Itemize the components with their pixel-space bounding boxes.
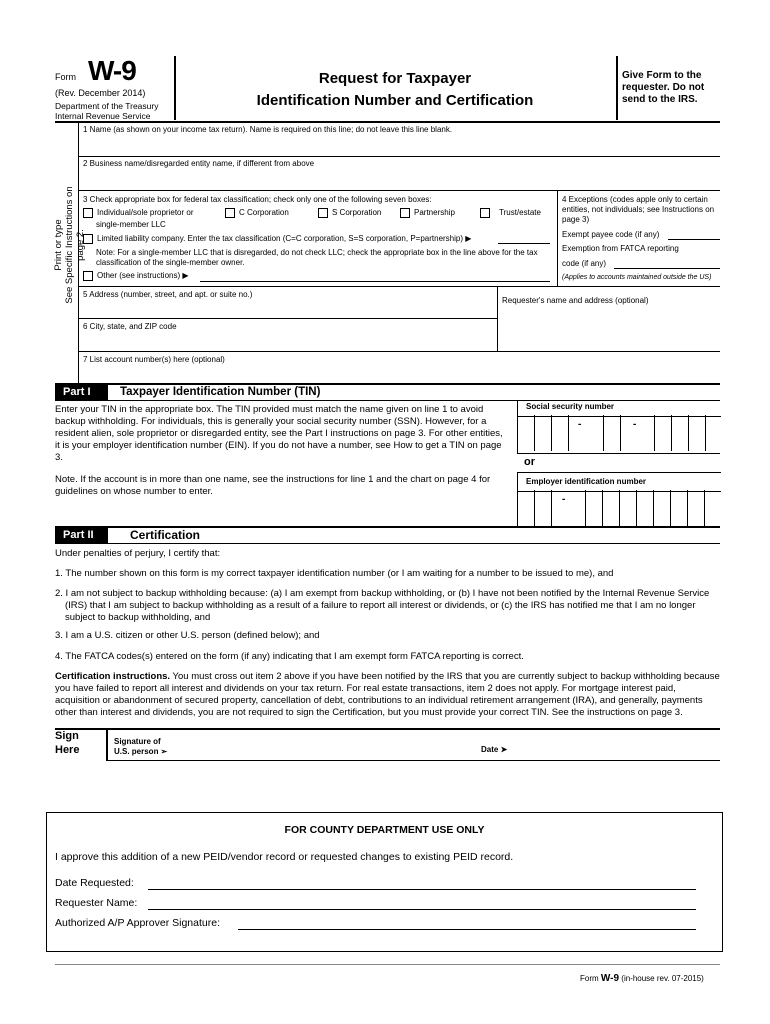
part1-note: Note. If the account is in more than one name, see the instructions for line 1 and the chart on page 4 for guidelines on whose number to enter. [55, 474, 491, 497]
ssn-dash: - [633, 419, 637, 430]
signature-label: Signature of U.S. person ➢ [114, 737, 168, 756]
applies-note: (Applies to accounts maintained outside the US) [562, 274, 712, 281]
date-label: Date ➤ [481, 745, 508, 754]
ssn-dash: - [578, 419, 582, 430]
signature-field[interactable] [190, 740, 470, 758]
department: Department of the Treasury [55, 101, 159, 111]
address-field[interactable] [80, 300, 495, 316]
checkbox-c-corp[interactable]: C Corporation [225, 208, 289, 218]
county-title: FOR COUNTY DEPARTMENT USE ONLY [284, 824, 485, 836]
single-member-label: single-member LLC [96, 220, 166, 229]
city-field[interactable] [80, 332, 495, 348]
checkbox-s-corp[interactable]: S Corporation [318, 208, 381, 218]
code-if-any-label: code (if any) [562, 259, 607, 268]
date-field[interactable] [515, 740, 715, 758]
line1-label: 1 Name (as shown on your income tax return). Name is required on this line; do not leave this line blank. [83, 125, 453, 134]
checkbox[interactable] [83, 208, 93, 218]
line6-label: 6 City, state, and ZIP code [83, 322, 177, 331]
name-field[interactable] [80, 136, 720, 154]
part2-intro: Under penalties of perjury, I certify that: [55, 548, 221, 559]
cert-item4: 4. The FATCA codes(s) entered on the form (if any) indicating that I am exempt form FATCA reporting is correct. [55, 651, 524, 662]
checkbox[interactable] [318, 208, 328, 218]
exempt-payee-label: Exempt payee code (if any) [562, 230, 660, 239]
requester-name-label: Requester Name: [55, 897, 138, 909]
checkbox[interactable] [83, 271, 93, 281]
cert-item2: 2. I am not subject to backup withholding because: (a) I am exempt from backup withholding, or (b) I have not been notified by the Internal Revenue Service (IRS) that I am subject to backup withholding as a result of a failure to report all interest or dividends, or (c) the IRS has notified me that I am no longer subject to backup withholding, and [55, 588, 710, 623]
checkbox-other[interactable]: Other (see instructions) ▶ [83, 271, 189, 281]
part2-label: Part II [55, 527, 108, 543]
line2-label: 2 Business name/disregarded entity name, if different from above [83, 159, 315, 168]
ssn-label: Social security number [518, 400, 721, 417]
form-title: Request for Taxpayer Identification Number and Certification [256, 70, 534, 109]
checkbox-partnership[interactable]: Partnership [400, 208, 455, 218]
checkbox[interactable] [400, 208, 410, 218]
ein-dash: - [562, 494, 566, 505]
footer: Form W-9 (in-house rev. 07-2015) [580, 973, 704, 984]
cert-item1: 1. The number shown on this form is my correct taxpayer identification number (or I am waiting for a number to be issued to me), and [55, 568, 614, 579]
ein-input[interactable] [517, 490, 720, 526]
account-field[interactable] [80, 365, 718, 381]
part2-title: Certification [130, 528, 201, 542]
county-approve: I approve this addition of a new PEID/vendor record or requested changes to existing PEID record. [55, 851, 514, 863]
line7-label: 7 List account number(s) here (optional) [83, 355, 225, 364]
checkbox[interactable] [480, 208, 490, 218]
exemptions-label: 4 Exceptions (codes apple only to certain entities, not individuals; see Instructions on page 3) [562, 195, 715, 224]
llc-note: Note: For a single-member LLC that is disregarded, do not check LLC; check the appropriate box in the line above for the tax classification of the single-member owner. [96, 248, 538, 267]
give-form-note: Give Form to the requester. Do not send to the IRS. [622, 70, 705, 105]
approver-signature-line[interactable] [238, 929, 696, 930]
revision-date: (Rev. December 2014) [55, 88, 146, 98]
part1-text: Enter your TIN in the appropriate box. The TIN provided must match the name given on line 1 to avoid backup withholding. For individuals, this is generally your social security number (SSN). However, for a resident alien, sole proprietor or disregarded entity, see the Part I instructions on page 3. For other entities, it is your employer identification number (EIN). If you do not have a number, see How to get a TIN on page 3. [55, 404, 503, 463]
or-label: or [524, 456, 535, 468]
line3-label: 3 Check appropriate box for federal tax classification; check only one of the following seven boxes: [83, 195, 432, 204]
part1-label: Part I [55, 384, 108, 400]
date-requested-label: Date Requested: [55, 877, 134, 889]
cert-item3: 3. I am a U.S. citizen or other U.S. person (defined below); and [55, 630, 320, 641]
checkbox-trust[interactable]: Trust/estate [480, 208, 541, 218]
requester-label: Requester's name and address (optional) [502, 296, 649, 305]
part1-title: Taxpayer Identification Number (TIN) [120, 386, 321, 398]
form-label: Form [55, 72, 76, 82]
checkbox-llc[interactable]: Limited liability company. Enter the tax classification (C=C corporation, S=S corporation, P=partnership) ▶ [83, 234, 471, 244]
irs-label: Internal Revenue Service [55, 111, 151, 121]
checkbox[interactable] [83, 234, 93, 244]
requester-name-line[interactable] [148, 909, 696, 910]
checkbox[interactable] [225, 208, 235, 218]
sign-here: Sign Here [55, 730, 80, 756]
ein-label: Employer identification number [518, 473, 721, 492]
side-instructions: Print or type See Specific Instructions on page 2. [53, 186, 86, 304]
ssn-input[interactable] [517, 415, 720, 454]
business-name-field[interactable] [80, 170, 720, 188]
approver-signature-label: Authorized A/P Approver Signature: [55, 917, 220, 929]
form-number: W-9 [88, 55, 136, 86]
cert-instructions: Certification instructions. You must cross out item 2 above if you have been notified by the IRS that you are currently subject to backup withholding because you have failed to report all interest and dividends on your tax return. For real estate transactions, item 2 does not apply. For mortgage interest paid, acquisition or abandonment of secured property, cancellation of debt, contributions to an individual retirement arrangement (IRA), and generally, payments other than interest and dividends, you are not required to sign the Certification, but you must provide your correct TIN. See the instructions on page 3. [55, 671, 720, 718]
fatca-label: Exemption from FATCA reporting [562, 244, 679, 253]
line5-label: 5 Address (number, street, and apt. or suite no.) [83, 290, 253, 299]
date-requested-line[interactable] [148, 889, 696, 890]
checkbox-individual[interactable]: Individual/sole proprietor or [83, 208, 194, 218]
